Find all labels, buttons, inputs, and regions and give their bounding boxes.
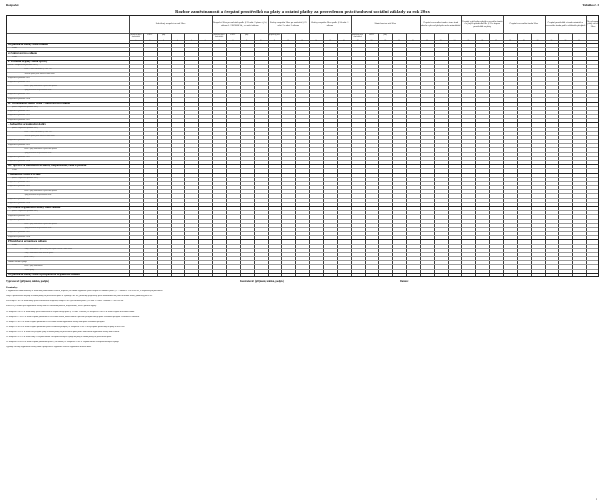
- column-group-header: Čerpání rezervního fondu v tom: fond odměn a převod přebytku nebo mimořádně: [420, 21, 461, 27]
- subcolumn-header: Průměrný přepočtený počet zaměstnanců: [213, 33, 225, 38]
- column-group-header: Čerpání z přebytku zdrojů rezervního fondu a z jiných prostředků dle § 23 a úspora prostředků na platy: [462, 20, 503, 28]
- subcolumn-header: z toho platy: [339, 33, 348, 35]
- column-number: 16: [342, 40, 345, 43]
- column-number: 11: [273, 40, 276, 43]
- note-paragraph: Pro sloupec 2 až 5 se uvádí údaje podle schváleného rozpočtu; sloupec 6 až 9 po změnách podle § 23 odst. 2 a odst. 3 zákona č. 218/2000 Sb.: [6, 300, 124, 303]
- note-paragraph: Ve sloupcích 17 až 22 se uvádí čerpání prostředků z rezervního fondu, fondu odměn a převodu přebytku zdrojů podle zvláštních předpisů v souladu se zákonem.: [6, 315, 140, 318]
- note-paragraph: Ve sloupcích 30 a 31 se uvádí nevyčerpané platy a ostatní platby za provedenou práci podle skutečnosti organizační složky státu celkem.: [6, 330, 120, 333]
- table-row-label: rozpočtová položka 5013: [8, 185, 31, 188]
- subcolumn-header: z toho prostředky na platy: [378, 33, 392, 37]
- table-row-label: (uvést - rozpočtová položka 5011): [12, 210, 38, 213]
- table-row-label: rozpočtová položka 5013: [8, 218, 31, 221]
- table-row-label: I. Ústřední orgány státní správy: [8, 60, 48, 63]
- note-paragraph: SOBCPO je uváděn pro organizační složky státu ve služebním poměru, bezpečnostní, celní a justiční orgány.: [6, 305, 97, 308]
- table-row-label: z toho: - platy zaměstnanců v pracovním poměru: [24, 85, 58, 88]
- table-row-label: rozpočtová položka 5013: [8, 114, 31, 117]
- table-row-label: - ostatní platby: [24, 268, 35, 271]
- subcolumn-header: z toho platy: [298, 33, 306, 35]
- table-row-label: (uvést - rozpočtová položka 5011): [12, 126, 38, 129]
- table-row-label: rozpočtová položka 5024: [8, 202, 31, 205]
- table-row-label: - platy příslušníků bezpečnostních sborů: [24, 89, 52, 92]
- subcolumn-header: Prostředky: [326, 33, 334, 35]
- column-group-header: Čerpání rezervního fondu 20xx: [509, 23, 539, 26]
- table-row-label: - Jednotlivé organizační složky: [8, 122, 46, 126]
- column-number: 33: [578, 40, 581, 43]
- report-table: [6, 15, 599, 277]
- table-row-label: - platy příslušníků bezpečnostních sborů: [24, 193, 52, 196]
- table-row-label: z toho: - platy zaměstnanců: [24, 264, 43, 267]
- subcolumn-header: z toho prostředky na platy: [157, 33, 171, 37]
- note-paragraph: Vyplňují všechny organizační složky státu a příspěvkové organizace zřízené organizační složkou státu.: [6, 346, 92, 349]
- table-row-label: rozpočtová položka 5021: [8, 118, 31, 121]
- note-paragraph: Ve sloupci 23 až 25 se uvádí čerpání prostředků z rezervního fondu organizační složky státu podle zvláštních předpisů.: [6, 320, 105, 323]
- table-row-label: v tom:: [12, 168, 17, 171]
- table-row-label: rozpočtová položka 5013: [8, 143, 31, 146]
- table-row-label: v tom: - z toho zaměstnanci § 5 zák. 234: [24, 68, 52, 71]
- column-number: 25: [467, 40, 470, 43]
- column-number: 13: [301, 40, 304, 43]
- note-paragraph: Ve sloupci 26 až 28 se uvádí čerpání prostředků podle zvláštních předpisů, ve sloupcích 29 až 31 nevyčerpané prostředky na platy za rok 20xx.: [6, 325, 125, 328]
- note-paragraph: Údaje o prostředcích na platy a ostatní platby za provedenou práci se vykazují v tis. Kč, průměrný přepočtený počet zaměstnanců na jedno desetinné místo, průměrný plat v Kč.: [6, 295, 153, 298]
- subcolumn-header: Průměrný plat v Kč: [185, 33, 198, 35]
- table-row-label: rozpočtová položka 5021: [8, 156, 31, 159]
- column-number: 32: [564, 40, 567, 43]
- table-row-label: v tom:: [12, 243, 17, 246]
- column-group-header: Nevyčerpané platy za rok 20xx: [587, 20, 600, 28]
- subcolumn-header: Průměrný přepočtený počet zaměstnanců: [352, 33, 364, 38]
- subcolumn-header: Prostředky na platy: [282, 33, 295, 35]
- subcolumn-header: Průměrný přepočtený počet zaměstnanců: [130, 33, 142, 38]
- column-number: 5: [190, 40, 192, 43]
- column-number: 23: [439, 40, 442, 43]
- subcolumn-header: z toho platy: [561, 33, 570, 35]
- column-number: 7: [218, 40, 220, 43]
- header-right: Tabulka č. 3: [582, 3, 599, 7]
- column-number: 18: [370, 40, 373, 43]
- note-paragraph: V organizacích státní kontroly se uvádí údaj zaměstnanci celkem, rozpočtu, za ostatní organizace podle rozpisu ve struktuře podle § 1 ... zákona č. 218/2000 Sb., o rozpočtových pravidlech.: [6, 290, 163, 293]
- table-row-label: - Jednotlivé SOBCPO/jiné: [8, 172, 41, 176]
- table-row-label: rozpočtová položka 5011: [8, 110, 31, 113]
- table-row-label: - služební poměr podle zákona o státní službě: [24, 135, 55, 138]
- column-number: 3: [163, 40, 165, 43]
- subcolumn-header: Prostředky na platy a OPPP: [365, 33, 378, 37]
- subcolumn-header: z toho OPPP: [450, 33, 459, 35]
- column-number: 6: [204, 40, 206, 43]
- column-number: 15: [328, 40, 331, 43]
- document-title: Rozbor zaměstnanosti a čerpání prostředků na platy a ostatní platby za provedenou práci/smluvní sociální základy za rok 20xx: [175, 9, 430, 14]
- subcolumn-header: Nevyčerpané platy: [587, 33, 600, 35]
- column-number: 14: [315, 40, 317, 43]
- column-number: 12: [287, 40, 290, 43]
- table-row-label: z toho: - platy zaměstnanců v pracovním poměru: [24, 222, 58, 225]
- table-row-label: rozpočtová položka 5024: [8, 160, 31, 163]
- table-row-label: (uvést - rozpočtová položka 5011): [12, 105, 38, 108]
- column-number: 1: [135, 40, 137, 43]
- column-number: 27: [495, 40, 497, 43]
- column-group-header: Schválený rozpočet na rok 20xx: [155, 23, 186, 26]
- subcolumn-header: z toho OPPP: [395, 33, 404, 35]
- column-number: 2: [149, 40, 151, 43]
- column-number: 28: [509, 40, 511, 43]
- column-number: 19: [384, 40, 387, 43]
- subcolumn-header: Ostatní platby: [200, 33, 210, 35]
- table-row-label: Ostatní osobní výdaje: [8, 260, 28, 263]
- table-row-label: rozpočtová položka 5024: [8, 235, 31, 238]
- table-row-label: rozpočtová položka 5021: [8, 197, 31, 200]
- subcolumn-header: Prostředky celkem: [545, 33, 558, 35]
- column-number: 22: [425, 40, 428, 43]
- header-left: Rozpočet: [6, 3, 19, 7]
- table-row-label: II. Organizační složky státu - státní správa celkem: [8, 101, 70, 105]
- table-row-label: rozpočtová položka 5011: [8, 139, 31, 142]
- column-number: 10: [259, 40, 262, 43]
- column-number: 4: [177, 40, 178, 43]
- column-number: 9: [246, 40, 248, 43]
- subcolumn-header: z toho platy: [436, 33, 445, 35]
- column-group-header: Skutečnost na rok 20xx: [374, 23, 397, 26]
- column-number: 17: [356, 40, 359, 43]
- note-paragraph: Ve sloupcích 32 a 33 se uvádí údaje o čerpání nároků z nespotřebovaných výdajů na platy a ostatní platby za provedenou práci.: [6, 336, 112, 339]
- signature-checked-by: Kontroloval: (příjmení, telefon, podpis): [240, 280, 284, 283]
- subcolumn-header: z toho platy: [520, 33, 528, 35]
- table-row-label: - služební poměr podle zákona o státní službě: [24, 72, 55, 75]
- subcolumn-header: z toho OPPP: [575, 33, 584, 35]
- notes-title: Poznámky:: [6, 286, 18, 289]
- table-row-label: rozpočtová položka 5021: [8, 93, 31, 96]
- column-number: 26: [481, 40, 484, 43]
- table-row-label: - Platy - zaměstnanci mimo služební poměr: [24, 252, 54, 255]
- column-number: 8: [232, 40, 234, 43]
- table-row-label: - platy příslušníků bezpečnostních sborů: [24, 151, 52, 154]
- table-row-label: rozpočtová položka 5024: [8, 97, 31, 100]
- subcolumn-header: Průměrný přepočtený počet: [268, 33, 280, 37]
- column-group-header: Změny rozpočtu 20xx po změnách § 23 odst. 2 a odst. 3 zákona: [270, 21, 307, 27]
- column-number: 30: [536, 40, 539, 43]
- column-number: 31: [550, 40, 553, 43]
- column-group-header: Změny rozpočtu 20xx podle § 24 odst. 1 zákona: [311, 21, 349, 27]
- signature-prepared-by: Vypracoval: (příjmení, telefon, podpis): [6, 280, 49, 283]
- table-row-label: rozpočtová položka 5021: [8, 231, 31, 234]
- signature-date: Datum:: [400, 280, 409, 283]
- subcolumn-header: Prostředky na platy a OPPP: [143, 33, 156, 37]
- table-row-label: III. Správa ve služebních úřadech, bezpečnostní, celní a justiční: [8, 164, 87, 168]
- table-row-label: v tom:: [12, 47, 17, 50]
- table-row-label: - Platy - zaměstnanci v pracovním poměru podle zákona o státní službě: [24, 248, 73, 251]
- table-row-label: rozpočtová položka 5013: [8, 80, 31, 83]
- table-row-label: v tom: - z toho zaměstnanci § 5 zák. 234: [24, 131, 52, 134]
- column-group-header: Čerpání prostředků z fondu ostatních a rezervního fondu podle zvláštních předpisů: [545, 21, 586, 27]
- table-row-label: Organizační složky státu a příspěvkové organizace celkem: [8, 273, 80, 276]
- table-row-label: b) Ostatní organizační složky státu celkem: [8, 206, 61, 209]
- table-row-label: (uvést - rozpočtová položka 5011): [12, 177, 38, 179]
- table-row-label: Příspěvkové organizace celkem: [8, 239, 47, 243]
- column-group-header: Rozpočet 20xx po změnách podle § 23 odst. 2 písm. a), b) zákona č. 218/2000 Sb., ve znění zákona: [213, 21, 267, 27]
- subcolumn-header: Prostředky celkem: [462, 33, 475, 35]
- table-row-label: z toho: - platy zaměstnanců v pracovním poměru: [24, 189, 58, 192]
- page-number: 1: [595, 498, 597, 501]
- table-row-label: Organizační složky státu celkem: [8, 43, 48, 46]
- subcolumn-header: Počet: [314, 33, 318, 35]
- column-number: 21: [412, 40, 414, 43]
- table-row-label: - platy příslušníků bezpečnostních sborů: [24, 227, 52, 230]
- subcolumn-header: z toho OPPP: [492, 33, 501, 35]
- note-paragraph: Ve sloupcích 9 až 13 se uvádí údaje podle skutečnosti a čerpání zdrojů podle § 23 odst. 2 zákona, ve sloupcích 14 až 18 se uvádí čerpání rezervního fondu.: [6, 310, 135, 313]
- subcolumn-header: z toho platy: [478, 33, 486, 35]
- subcolumn-header: Průměrný plat v Kč: [406, 33, 420, 35]
- subcolumn-header: Prostředky celkem: [420, 33, 433, 35]
- column-number: 24: [453, 40, 456, 43]
- subcolumn-header: z toho prostředky na platy: [240, 33, 254, 37]
- table-row-label: rozpočtová položka 5011: [8, 214, 31, 217]
- notes-section: [6, 286, 599, 351]
- table-row-label: z toho: - platy zaměstnanců v pracovním poměru: [24, 147, 58, 150]
- table-row-label: v tom:: [12, 55, 17, 58]
- table-row-label: rozpočtová položka 5011: [8, 76, 31, 79]
- subcolumn-header: z toho OPPP: [533, 33, 542, 35]
- column-number: 20: [398, 40, 401, 43]
- table-row-label: (uvést - OPPP): [24, 256, 35, 259]
- subcolumn-header: Prostředky na platy a OPPP: [226, 33, 240, 37]
- table-row-label: rozpočtová položka 5011: [8, 181, 31, 184]
- table-row-label: (uvést - rozpočtová položka 5011): [8, 64, 38, 67]
- table-row-label: a) Státní správa celkem: [8, 51, 37, 55]
- note-paragraph: Ve sloupcích 26 až 28 se uvádí čerpání prostředků podle § 24 zákona, ve sloupcích 29 až 31 čerpání nároků z nespotřebovaných výdajů.: [6, 341, 120, 344]
- column-number: 29: [522, 40, 525, 43]
- subcolumn-header: Prostředky celkem: [503, 33, 516, 35]
- subcolumn-header: z toho OPPP: [173, 33, 182, 35]
- subcolumn-header: z toho OPPP: [256, 33, 265, 35]
